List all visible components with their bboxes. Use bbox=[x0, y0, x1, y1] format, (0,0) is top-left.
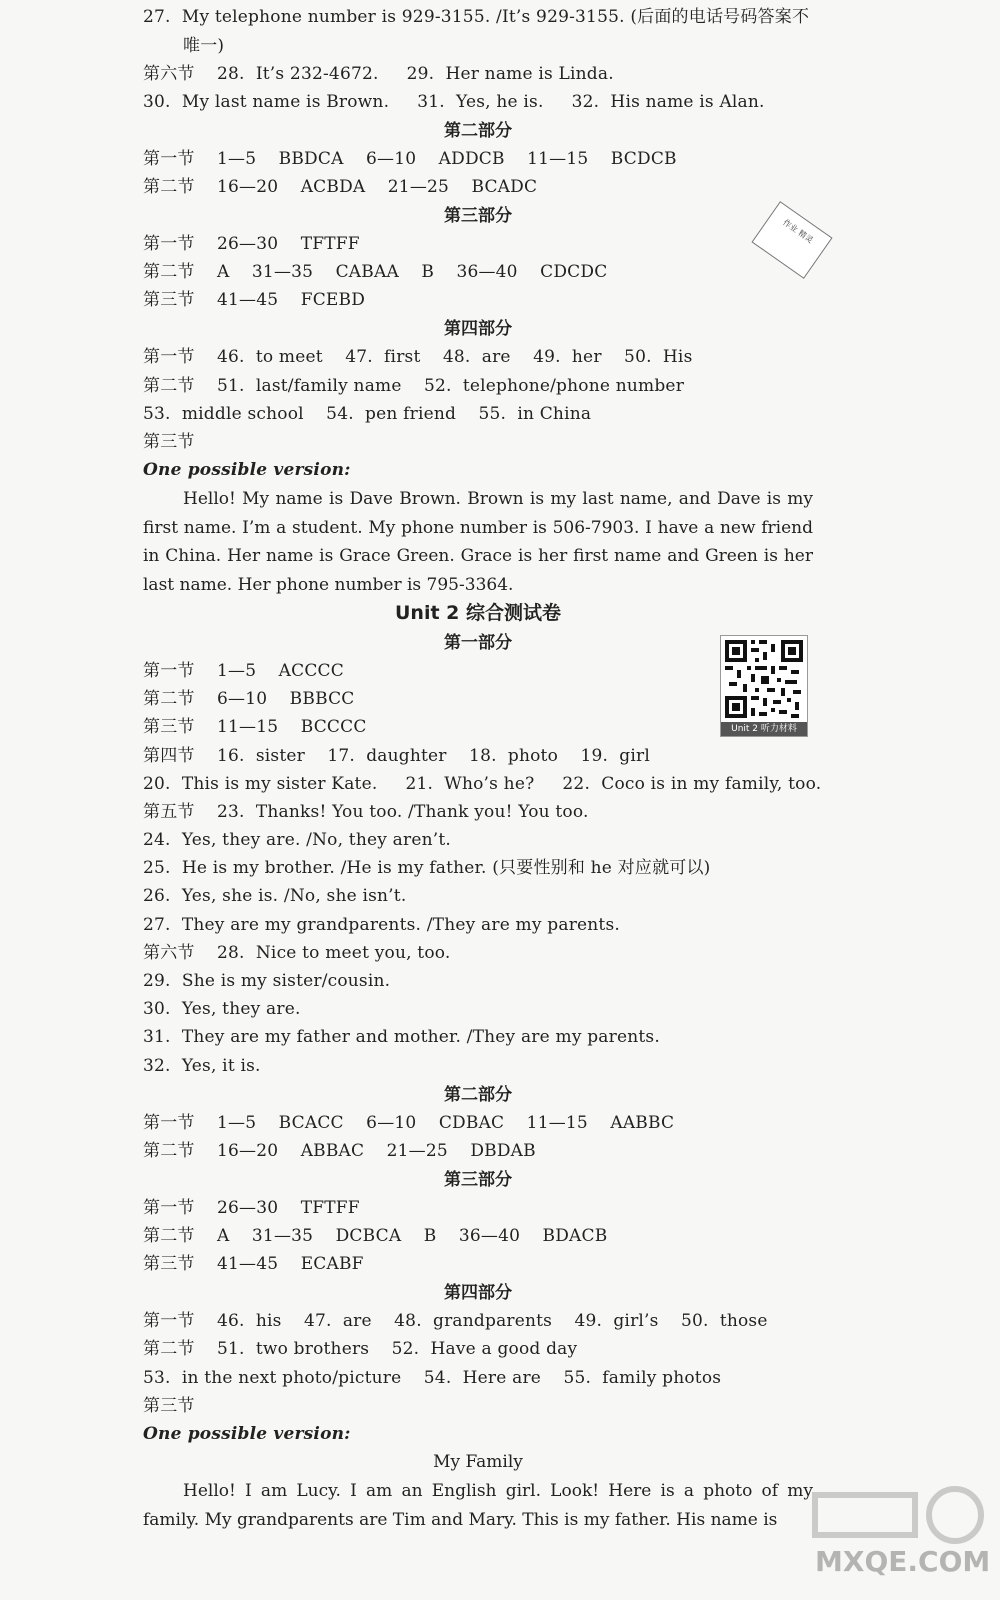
answer-line: 第二节 6—10 BBBCC bbox=[143, 689, 355, 709]
section-heading: 第一部分 bbox=[444, 633, 512, 653]
answer-line: 第二节 51. two brothers 52. Have a good day bbox=[143, 1339, 578, 1359]
answer-line: 29. She is my sister/cousin. bbox=[143, 971, 391, 991]
essay-title: My Family bbox=[433, 1452, 523, 1472]
answer-line: 第二节 A 31—35 DCBCA B 36—40 BDACB bbox=[143, 1226, 608, 1246]
answer-line: 24. Yes, they are. /No, they aren’t. bbox=[143, 830, 451, 850]
answer-line: 第五节 23. Thanks! You too. /Thank you! You too. bbox=[143, 802, 589, 822]
answer-line: 第一节 1—5 BBDCA 6—10 ADDCB 11—15 BCDCB bbox=[143, 149, 677, 169]
possible-version-label: One possible version: bbox=[143, 460, 351, 480]
answer-line: 32. Yes, it is. bbox=[143, 1056, 261, 1076]
answer-line: 第一节 26—30 TFTFF bbox=[143, 1198, 360, 1218]
sample-essay: Hello! My name is Dave Brown. Brown is my last name, and Dave is my first name. I’m a student. My phone number is 506-7903. I have a new friend in China. Her name is Grace Green. Grace is her first name and Green is her last name. Her phone number is 795-3364. bbox=[143, 489, 813, 595]
stamp-text: 作业 精灵 bbox=[781, 217, 815, 245]
answer-line: 第三节 bbox=[143, 432, 195, 452]
possible-version-label: One possible version: bbox=[143, 1424, 351, 1444]
section-heading: 第三部分 bbox=[444, 206, 512, 226]
section-heading: 第二部分 bbox=[444, 1085, 512, 1105]
section-heading: 第二部分 bbox=[444, 121, 512, 141]
answer-line: 第六节 28. Nice to meet you, too. bbox=[143, 943, 451, 963]
answer-line: 53. middle school 54. pen friend 55. in China bbox=[143, 404, 592, 424]
answer-line: 30. My last name is Brown. 31. Yes, he is. 32. His name is Alan. bbox=[143, 92, 765, 112]
qr-code[interactable] bbox=[720, 635, 808, 737]
section-heading: 第四部分 bbox=[444, 1283, 512, 1303]
answer-line: 第一节 26—30 TFTFF bbox=[143, 234, 360, 254]
answer-line: 第三节 bbox=[143, 1396, 195, 1416]
unit-title: Unit 2 综合测试卷 bbox=[395, 602, 561, 624]
answer-line: 25. He is my brother. /He is my father. (只要性别和 he 对应就可以) bbox=[143, 858, 711, 878]
answer-line: 第二节 51. last/family name 52. telephone/phone number bbox=[143, 376, 685, 396]
sample-essay: Hello! I am Lucy. I am an English girl. Look! Here is a photo of my family. My grandparents are Tim and Mary. This is my father. His name is bbox=[143, 1481, 813, 1530]
section-heading: 第三部分 bbox=[444, 1170, 512, 1190]
answer-line: 第三节 41—45 FCEBD bbox=[143, 290, 366, 310]
answer-line: 第三节 41—45 ECABF bbox=[143, 1254, 364, 1274]
answer-line: 31. They are my father and mother. /They are my parents. bbox=[143, 1027, 660, 1047]
answer-line: 第二节 16—20 ABBAC 21—25 DBDAB bbox=[143, 1141, 536, 1161]
answer-line: 26. Yes, she is. /No, she isn’t. bbox=[143, 886, 407, 906]
answer-line: 第六节 28. It’s 232-4672. 29. Her name is Linda. bbox=[143, 64, 614, 84]
answer-line: 唯一) bbox=[183, 36, 225, 56]
qr-caption: Unit 2 听力材料 bbox=[721, 722, 807, 736]
answer-line: 27. My telephone number is 929-3155. /It’s 929-3155. (后面的电话号码答案不 bbox=[143, 7, 810, 27]
answer-line: 53. in the next photo/picture 54. Here are 55. family photos bbox=[143, 1368, 722, 1388]
answer-line: 第二节 16—20 ACBDA 21—25 BCADC bbox=[143, 177, 538, 197]
answer-line: 27. They are my grandparents. /They are my parents. bbox=[143, 915, 620, 935]
section-heading: 第四部分 bbox=[444, 319, 512, 339]
watermark-text: MXQE.COM bbox=[815, 1545, 991, 1578]
answer-line: 20. This is my sister Kate. 21. Who’s he? 22. Coco is in my family, too. bbox=[143, 774, 822, 794]
answer-line: 30. Yes, they are. bbox=[143, 999, 301, 1019]
qr-code-icon bbox=[721, 636, 807, 722]
answer-line: 第三节 11—15 BCCCC bbox=[143, 717, 367, 737]
answer-line: 第一节 1—5 ACCCC bbox=[143, 661, 344, 681]
answer-line: 第一节 46. to meet 47. first 48. are 49. her 50. His bbox=[143, 347, 693, 367]
answer-line: 第二节 A 31—35 CABAA B 36—40 CDCDC bbox=[143, 262, 608, 282]
answer-line: 第一节 1—5 BCACC 6—10 CDBAC 11—15 AABBC bbox=[143, 1113, 675, 1133]
answer-line: 第一节 46. his 47. are 48. grandparents 49. girl’s 50. those bbox=[143, 1311, 768, 1331]
answer-line: 第四节 16. sister 17. daughter 18. photo 19. girl bbox=[143, 746, 650, 766]
